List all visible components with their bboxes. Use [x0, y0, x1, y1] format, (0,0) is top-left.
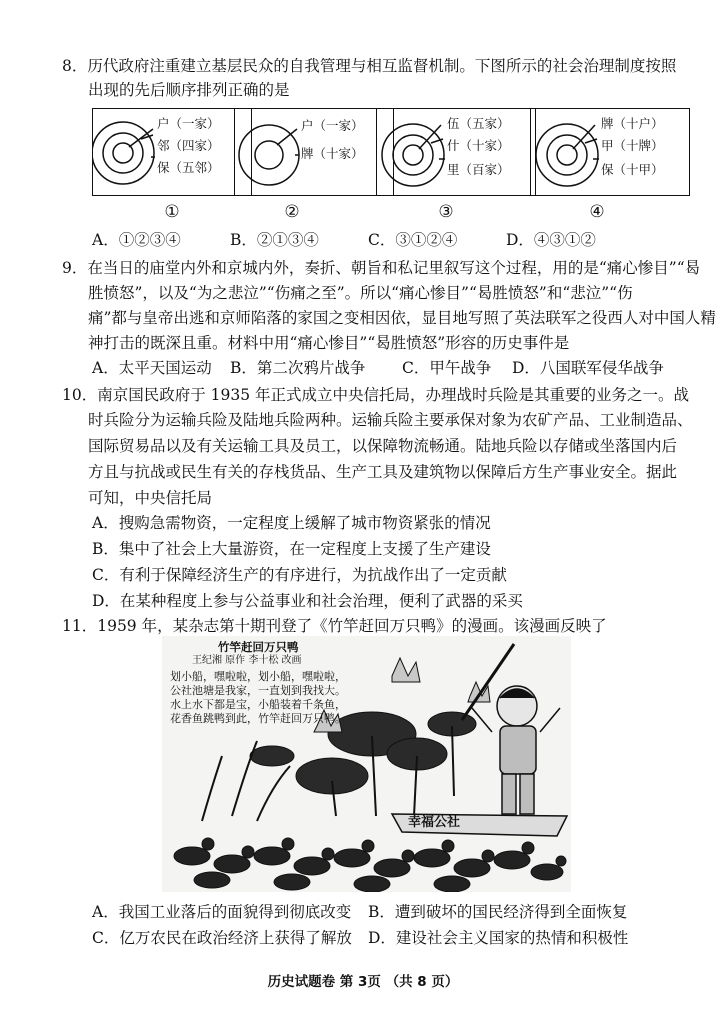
- q11-option-b[interactable]: B．遭到破坏的国民经济得到全面恢复: [368, 903, 628, 921]
- diagram-4-label-1: 牌（十户）: [601, 116, 664, 131]
- q8-stem-line1: 8．历代政府注重建立基层民众的自我管理与相互监督机制。下图所示的社会治理制度按照: [62, 57, 677, 75]
- q9-stem-line3: 痛”都与皇帝出逃和京师陷落的家国之变相因依，显目地写照了英法联军之役西人对中国人精: [88, 309, 716, 327]
- cartoon-byline: 王纪湘 原作 李十松 改画: [192, 655, 302, 666]
- cartoon-poem-line2: 公社池塘是我家，一直划到我找大。: [170, 684, 346, 697]
- q10-stem-line1: 10．南京国民政府于 1935 年正式成立中央信托局，办理战时兵险是其重要的业务之一。战: [62, 386, 690, 404]
- q10-option-a[interactable]: A．搜购急需物资，一定程度上缓解了城市物资紧张的情况: [92, 514, 491, 532]
- diagram-4-label-3: 保（十甲）: [601, 162, 664, 177]
- q9-option-c[interactable]: C．甲午战争: [402, 359, 492, 377]
- q9-stem-line1: 9．在当日的庙堂内外和京城内外，奏折、朝旨和私记里叙写这个过程，用的是“痛心惨目”“曷: [62, 259, 701, 277]
- diagram-3-number: ③: [438, 202, 454, 222]
- diagram-2-label-1: 户（一家）: [301, 118, 364, 133]
- q10-option-b[interactable]: B．集中了社会上大量游资，在一定程度上支援了生产建设: [92, 540, 491, 558]
- cartoon-poem-line4: 花香鱼跳鸭到此，竹竿赶回万只鸭。: [170, 712, 346, 725]
- q10-option-d[interactable]: D．在某种程度上参与公益事业和社会治理，便利了武器的采买: [92, 592, 523, 610]
- q11-option-d[interactable]: D．建设社会主义国家的热情和积极性: [368, 929, 629, 947]
- diagram-4-label-2: 甲（十牌）: [601, 138, 664, 153]
- diagram-1-label-2: 邻（四家）: [157, 138, 220, 153]
- q8-stem-line2: 出现的先后顺序排列正确的是: [88, 81, 290, 99]
- diagram-3-label-3: 里（百家）: [447, 162, 510, 177]
- diagram-4-number: ④: [589, 202, 605, 222]
- q9-stem-line2: 胜愤怒”，以及“为之悲泣”“伤痛之至”。所以“痛心惨目”“曷胜愤怒”和“悲泣”“伤: [88, 284, 633, 302]
- cartoon-boat-text: 幸福公社: [408, 815, 461, 830]
- diagram-1-label-1: 户（一家）: [157, 116, 220, 131]
- q9-option-b[interactable]: B．第二次鸦片战争: [230, 359, 366, 377]
- diagram-3-label-2: 什（十家）: [447, 138, 510, 153]
- q8-option-d[interactable]: D．④③①②: [506, 231, 596, 249]
- q8-diagram-1: [92, 108, 252, 196]
- q8-diagram-2: [234, 108, 394, 196]
- q8-option-c[interactable]: C．③①②④: [368, 231, 458, 249]
- q9-option-a[interactable]: A．太平天国运动: [92, 359, 212, 377]
- q10-stem-line4: 方且与抗战或民生有关的存栈货品、生产工具及建筑物以保障后方生产事业安全。据此: [88, 463, 678, 481]
- q8-diagram-4: [530, 108, 690, 196]
- q11-stem-line1: 11．1959 年，某杂志第十期刊登了《竹竿赶回万只鸭》的漫画。该漫画反映了: [62, 617, 607, 635]
- cartoon-poem-line1: 划小船，嘿啦啦，划小船，嘿啦啦，: [170, 670, 346, 683]
- cartoon-poem-line3: 水上水下都是宝，小船装着千条鱼，: [170, 698, 346, 711]
- cartoon-title: 竹竿赶回万只鸭: [218, 640, 299, 654]
- q9-stem-line4: 神打击的既深且重。材料中用“痛心惨目”“曷胜愤怒”形容的历史事件是: [88, 334, 570, 352]
- diagram-3-label-1: 伍（五家）: [447, 116, 510, 131]
- q10-option-c[interactable]: C．有利于保障经济生产的有序进行，为抗战作出了一定贡献: [92, 566, 507, 584]
- diagram-2-number: ②: [284, 202, 300, 222]
- diagram-1-number: ①: [164, 202, 180, 222]
- page-footer: 历史试题卷 第 3页 （共 8 页）: [267, 974, 459, 990]
- q10-stem-line3: 国际贸易品以及有关运输工具及员工，以保障物流畅通。陆地兵险以存储或坐落国内后: [88, 437, 678, 455]
- q10-stem-line2: 时兵险分为运输兵险及陆地兵险两种。运输兵险主要承保对象为农矿产品、工业制造品、: [88, 411, 693, 429]
- q8-diagram-3: [376, 108, 536, 196]
- q11-option-a[interactable]: A．我国工业落后的面貌得到彻底改变: [92, 903, 352, 921]
- diagram-1-label-3: 保（五邻）: [157, 160, 220, 175]
- cartoon-image: [162, 636, 571, 892]
- q11-option-c[interactable]: C．亿万农民在政治经济上获得了解放: [92, 929, 352, 947]
- q9-option-d[interactable]: D．八国联军侵华战争: [512, 359, 664, 377]
- diagram-2-label-2: 牌（十家）: [301, 146, 364, 161]
- q10-stem-line5: 可知，中央信托局: [88, 489, 213, 507]
- q8-option-a[interactable]: A．①②③④: [92, 231, 181, 249]
- q8-option-b[interactable]: B．②①③④: [230, 231, 319, 249]
